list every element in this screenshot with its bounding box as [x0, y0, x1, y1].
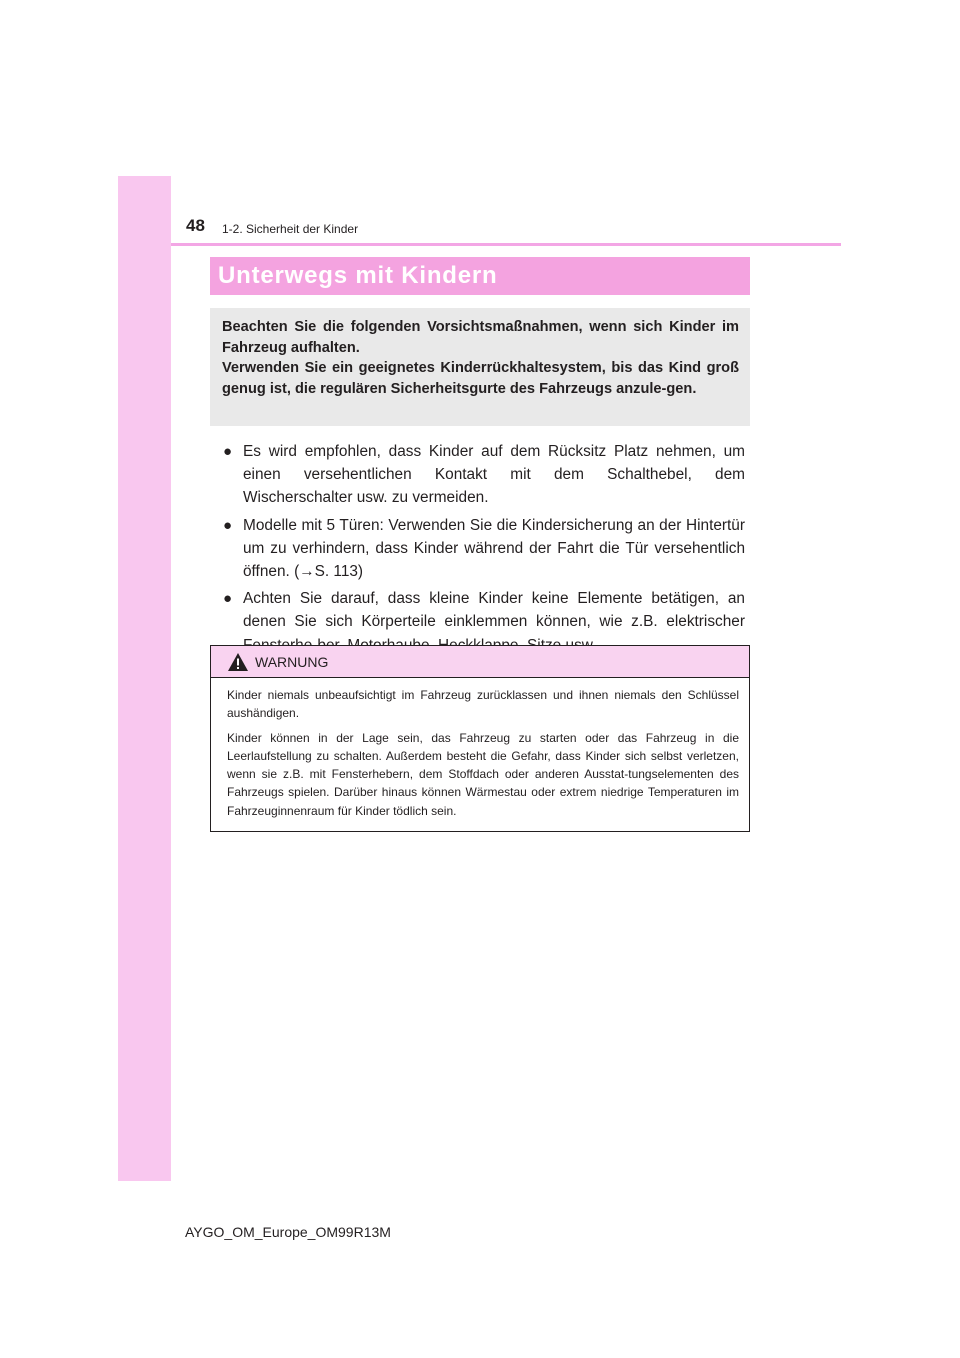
section-title: Unterwegs mit Kindern: [218, 262, 498, 289]
warning-paragraph: Kinder können in der Lage sein, das Fahrzeug zu starten oder das Fahrzeug in die Leerlaufstellung zu schalten. Außerdem besteht die Gefahr, dass Kinder sich selbst verletzen, wenn sie z.B. mit Fensterhebern, dem Stoffdach oder anderen Ausstat-tungselementen des Fahrzeugs spielen. Darüber hinaus können Wärmestau oder extrem niedrige Temperaturen im Fahrzeuginnenraum für Kinder tödlich sein.: [227, 730, 739, 818]
page-number: 48: [186, 216, 205, 235]
warning-paragraph: Kinder niemals unbeaufsichtigt im Fahrzeug zurücklassen und ihnen niemals den Schlüssel aushändigen.: [227, 688, 739, 721]
intro-paragraph: Verwenden Sie ein geeignetes Kinderrückhaltesystem, bis das Kind groß genug ist, die regulären Sicherheitsgurte des Fahrzeugs anzule-gen.: [222, 360, 739, 397]
bullet-marker: ●: [223, 590, 233, 608]
bullet-marker: ●: [223, 516, 233, 534]
intro-paragraph: Beachten Sie die folgenden Vorsichtsmaßnahmen, wenn sich Kinder im Fahrzeug aufhalten.: [222, 319, 739, 356]
warning-triangle-icon: [227, 652, 249, 672]
bullet-text: Modelle mit 5 Türen: Verwenden Sie die Kindersicherung an der Hintertür um zu verhindern, dass Kinder während der Fahrt die Tür versehentlich öffnen. (→S. 113): [243, 516, 745, 581]
warning-title: WARNUNG: [255, 653, 329, 670]
bullet-text: Es wird empfohlen, dass Kinder auf dem Rücksitz Platz nehmen, um einen versehentlichen Kontakt mit dem Schalthebel, dem Wischerschalter usw. zu vermeiden.: [243, 443, 745, 507]
bullet-item: [223, 514, 745, 584]
intro-box: [210, 308, 750, 426]
warning-body: [211, 678, 749, 820]
chapter-title: 1-2. Sicherheit der Kinder: [222, 222, 359, 236]
bullet-marker: ●: [223, 443, 233, 460]
bullet-item: [223, 440, 745, 510]
header-rule: [171, 243, 841, 246]
bullet-text: Achten Sie darauf, dass kleine Kinder keine Elemente betätigen, an denen Sie sich Körperteile einklemmen können, wie z.B. elektrischer: [243, 590, 745, 631]
warning-header: [211, 646, 749, 678]
warning-box: [210, 645, 750, 832]
document-code: AYGO_OM_Europe_OM99R13M: [185, 1224, 391, 1240]
side-tab: [118, 176, 171, 1181]
section-title-band: [210, 257, 750, 295]
bullet-list: [223, 440, 745, 661]
